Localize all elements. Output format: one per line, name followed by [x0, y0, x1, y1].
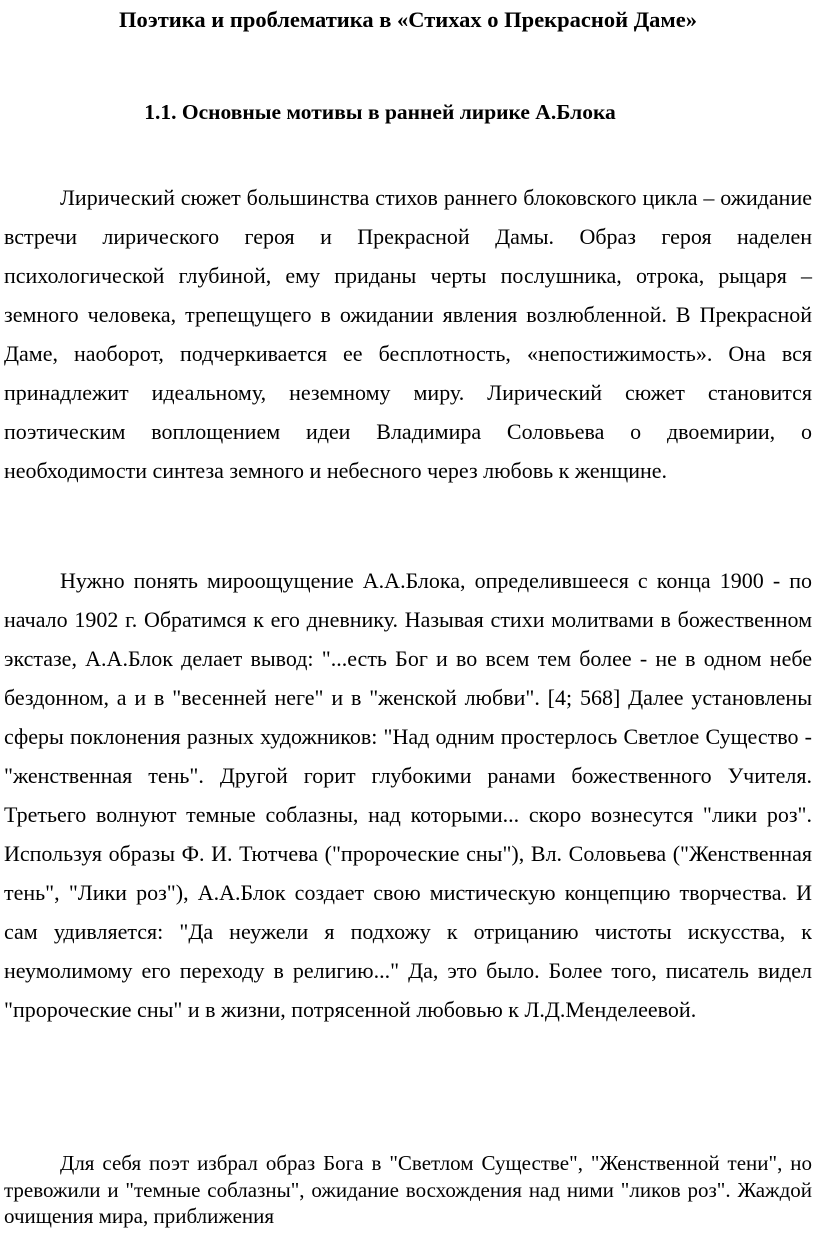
- paragraph-3: Для себя поэт избрал образ Бога в "Светлом Существе", "Женственной тени", но тревожили и "темные соблазны", ожидание восхождения над ними "ликов роз". Жаждой очищения мира, приближения: [4, 1151, 812, 1228]
- paragraph-2: Нужно понять мироощущение А.А.Блока, определившееся с конца 1900 - по начало 1902 г. Обратимся к его дневнику. Называя стихи молитвами в божественном экстазе, А.А.Блок делает вывод: "...есть Бог и во всем тем более - не в одном небе бездонном, а и в "весенней неге" и в "женской любви". [4; 568] Далее установлены сферы поклонения разных художников: "Над одним простерлось Светлое Существо - "женственная тень". Другой горит глубокими ранами божественного Учителя. Третьего волнуют темные соблазны, над которыми... скоро вознесутся "лики роз". Используя образы Ф. И. Тютчева ("пророческие сны"), Вл. Соловьева ("Женственная тень", "Лики роз"), А.А.Блок создает свою мистическую концепцию творчества. И сам удивляется: "Да неужели я подхожу к отрицанию чистоты искусства, к неумолимому его переходу в религию..." Да, это было. Более того, писатель видел "пророческие сны" и в жизни, потрясенной любовью к Л.Д.Менделеевой.: [4, 568, 812, 1022]
- document-title: Поэтика и проблематика в «Стихах о Прекрасной Даме»: [119, 7, 697, 32]
- paragraph-1: Лирический сюжет большинства стихов раннего блоковского цикла – ожидание встречи лирического героя и Прекрасной Дамы. Образ героя наделен психологической глубиной, ему приданы черты послушника, отрока, рыцаря – земного человека, трепещущего в ожидании явления возлюбленной. В Прекрасной Даме, наоборот, подчеркивается ее бесплотность, «непостижимость». Она вся принадлежит идеальному, неземному миру. Лирический сюжет становится поэтическим воплощением идеи Владимира Соловьева о двоемирии, о необходимости синтеза земного и небесного через любовь к женщине.: [4, 185, 812, 483]
- section-heading: 1.1. Основные мотивы в ранней лирике А.Блока: [144, 100, 616, 124]
